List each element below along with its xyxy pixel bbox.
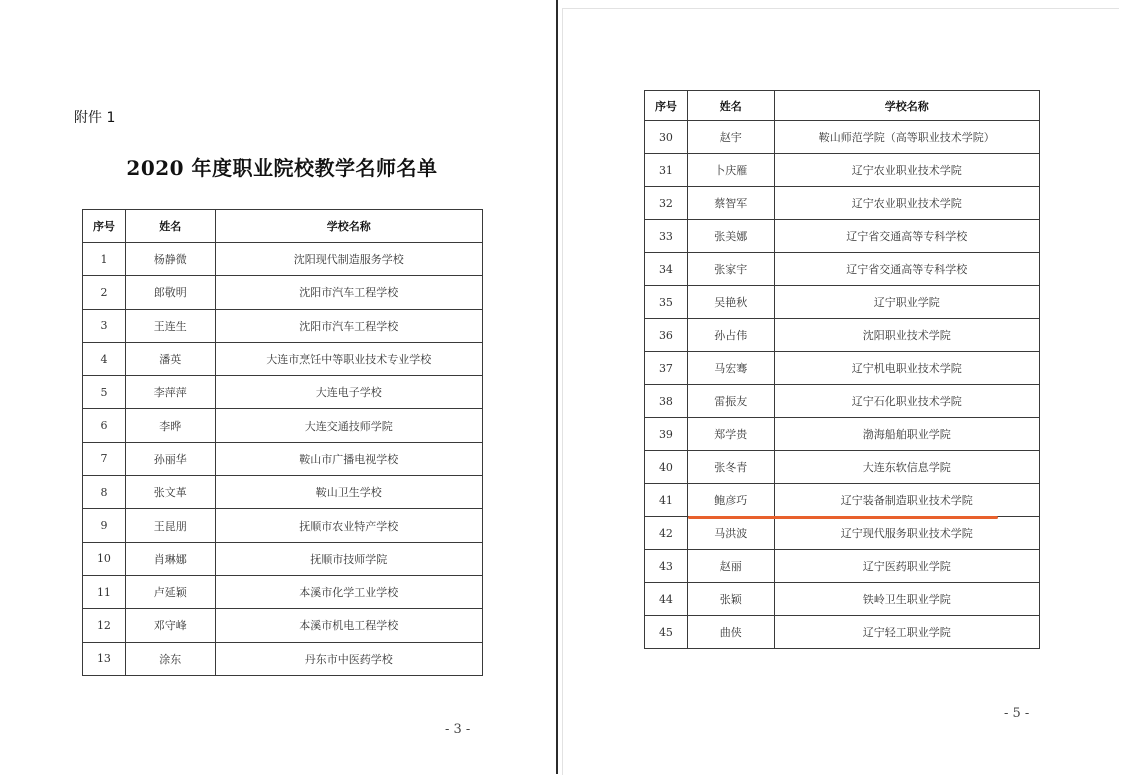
cell-name: 杨静微: [125, 243, 215, 276]
cell-school: 铁岭卫生职业学院: [774, 583, 1039, 616]
header-index: 序号: [645, 91, 688, 121]
cell-school: 辽宁农业职业技术学院: [774, 154, 1039, 187]
cell-school: 鞍山市广播电视学校: [215, 442, 482, 475]
cell-index: 40: [645, 451, 688, 484]
table-row: [645, 451, 1040, 484]
cell-index: 39: [645, 418, 688, 451]
cell-index: 6: [83, 409, 126, 442]
table-header-row: [645, 91, 1040, 121]
document-title: 2020 年度职业院校教学名师名单: [126, 156, 438, 180]
cell-school: 大连东软信息学院: [774, 451, 1039, 484]
cell-index: 4: [83, 342, 126, 375]
cell-index: 36: [645, 319, 688, 352]
teacher-list-table-right: [644, 90, 1040, 649]
document-page-left: [0, 0, 556, 774]
cell-school: 大连电子学校: [215, 376, 482, 409]
cell-school: 辽宁轻工职业学院: [774, 616, 1039, 649]
cell-index: 42: [645, 517, 688, 550]
attachment-label: 附件 1: [74, 110, 116, 126]
cell-index: 2: [83, 276, 126, 309]
cell-school: 辽宁机电职业技术学院: [774, 352, 1039, 385]
cell-school: 抚顺市技师学院: [215, 542, 482, 575]
cell-name: 邓守峰: [125, 609, 215, 642]
table-row: [83, 642, 483, 675]
cell-index: 43: [645, 550, 688, 583]
table-row: [645, 385, 1040, 418]
cell-index: 13: [83, 642, 126, 675]
cell-name: 肖琳娜: [125, 542, 215, 575]
cell-name: 蔡智军: [687, 187, 774, 220]
cell-name: 马宏骞: [687, 352, 774, 385]
cell-name: 赵丽: [687, 550, 774, 583]
cell-school: 本溪市化学工业学校: [215, 575, 482, 608]
table-row: [645, 418, 1040, 451]
table-row: [83, 342, 483, 375]
cell-index: 45: [645, 616, 688, 649]
cell-index: 37: [645, 352, 688, 385]
table-row: [645, 517, 1040, 550]
cell-name: 李萍萍: [125, 376, 215, 409]
cell-name: 李晔: [125, 409, 215, 442]
table-row: [645, 187, 1040, 220]
cell-name: 王连生: [125, 309, 215, 342]
cell-index: 5: [83, 376, 126, 409]
cell-name: 王昆朋: [125, 509, 215, 542]
cell-school: 辽宁职业学院: [774, 286, 1039, 319]
cell-name: 卢延颖: [125, 575, 215, 608]
cell-name: 曲侠: [687, 616, 774, 649]
cell-school: 沈阳市汽车工程学校: [215, 309, 482, 342]
cell-index: 38: [645, 385, 688, 418]
cell-name: 张家宇: [687, 253, 774, 286]
table-row: [83, 509, 483, 542]
table-row: [83, 575, 483, 608]
cell-school: 本溪市机电工程学校: [215, 609, 482, 642]
table-row: [83, 409, 483, 442]
cell-index: 3: [83, 309, 126, 342]
cell-name: 孙占伟: [687, 319, 774, 352]
cell-school: 辽宁省交通高等专科学校: [774, 220, 1039, 253]
table-row: [645, 121, 1040, 154]
cell-name: 雷振友: [687, 385, 774, 418]
cell-index: 11: [83, 575, 126, 608]
table-row: [645, 319, 1040, 352]
cell-name: 涂东: [125, 642, 215, 675]
cell-index: 30: [645, 121, 688, 154]
cell-school: 鞍山师范学院（高等职业技术学院）: [774, 121, 1039, 154]
header-name: 姓名: [125, 210, 215, 243]
cell-school: 辽宁现代服务职业技术学院: [774, 517, 1039, 550]
cell-index: 34: [645, 253, 688, 286]
header-school: 学校名称: [774, 91, 1039, 121]
cell-name: 张文革: [125, 476, 215, 509]
cell-index: 12: [83, 609, 126, 642]
cell-index: 9: [83, 509, 126, 542]
page-number-right: - 5 -: [1004, 706, 1030, 721]
cell-index: 41: [645, 484, 688, 517]
cell-school: 辽宁医药职业学院: [774, 550, 1039, 583]
cell-school: 沈阳职业技术学院: [774, 319, 1039, 352]
cell-index: 7: [83, 442, 126, 475]
cell-name: 孙丽华: [125, 442, 215, 475]
table-row: [83, 476, 483, 509]
table-row: [645, 220, 1040, 253]
cell-index: 35: [645, 286, 688, 319]
cell-school: 辽宁石化职业技术学院: [774, 385, 1039, 418]
table-header-row: [83, 210, 483, 243]
table-row: [83, 309, 483, 342]
cell-school: 辽宁农业职业技术学院: [774, 187, 1039, 220]
teacher-list-table-left: [82, 209, 483, 676]
cell-school: 大连交通技师学院: [215, 409, 482, 442]
document-page-right: [562, 8, 1119, 775]
table-row: [645, 550, 1040, 583]
cell-school: 抚顺市农业特产学校: [215, 509, 482, 542]
cell-name: 鲍彦巧: [687, 484, 774, 517]
cell-index: 32: [645, 187, 688, 220]
table-row: [83, 243, 483, 276]
cell-name: 郑学贵: [687, 418, 774, 451]
cell-index: 10: [83, 542, 126, 575]
page-number-left: - 3 -: [445, 722, 471, 737]
table-row: [645, 352, 1040, 385]
cell-school: 沈阳市汽车工程学校: [215, 276, 482, 309]
cell-name: 张美娜: [687, 220, 774, 253]
cell-school: 丹东市中医药学校: [215, 642, 482, 675]
table-row: [83, 276, 483, 309]
cell-school: 大连市烹饪中等职业技术专业学校: [215, 342, 482, 375]
table-row: [83, 609, 483, 642]
cell-name: 郎敬明: [125, 276, 215, 309]
cell-school: 辽宁装备制造职业技术学院: [774, 484, 1039, 517]
table-row-highlighted: [645, 484, 1040, 517]
table-row: [645, 616, 1040, 649]
cell-name: 潘英: [125, 342, 215, 375]
table-row: [645, 286, 1040, 319]
cell-name: 吴艳秋: [687, 286, 774, 319]
table-row: [645, 583, 1040, 616]
cell-index: 31: [645, 154, 688, 187]
cell-index: 33: [645, 220, 688, 253]
cell-name: 张颖: [687, 583, 774, 616]
cell-name: 马洪波: [687, 517, 774, 550]
header-name: 姓名: [687, 91, 774, 121]
table-row: [645, 154, 1040, 187]
table-row: [83, 542, 483, 575]
cell-name: 赵宇: [687, 121, 774, 154]
table-row: [83, 442, 483, 475]
table-row: [83, 376, 483, 409]
highlight-underline: [688, 516, 998, 519]
cell-school: 沈阳现代制造服务学校: [215, 243, 482, 276]
cell-school: 渤海船舶职业学院: [774, 418, 1039, 451]
header-school: 学校名称: [215, 210, 482, 243]
cell-name: 张冬青: [687, 451, 774, 484]
cell-index: 44: [645, 583, 688, 616]
table-row: [645, 253, 1040, 286]
cell-index: 8: [83, 476, 126, 509]
cell-index: 1: [83, 243, 126, 276]
header-index: 序号: [83, 210, 126, 243]
cell-school: 辽宁省交通高等专科学校: [774, 253, 1039, 286]
cell-school: 鞍山卫生学校: [215, 476, 482, 509]
page-divider: [556, 0, 558, 774]
cell-name: 卜庆雁: [687, 154, 774, 187]
